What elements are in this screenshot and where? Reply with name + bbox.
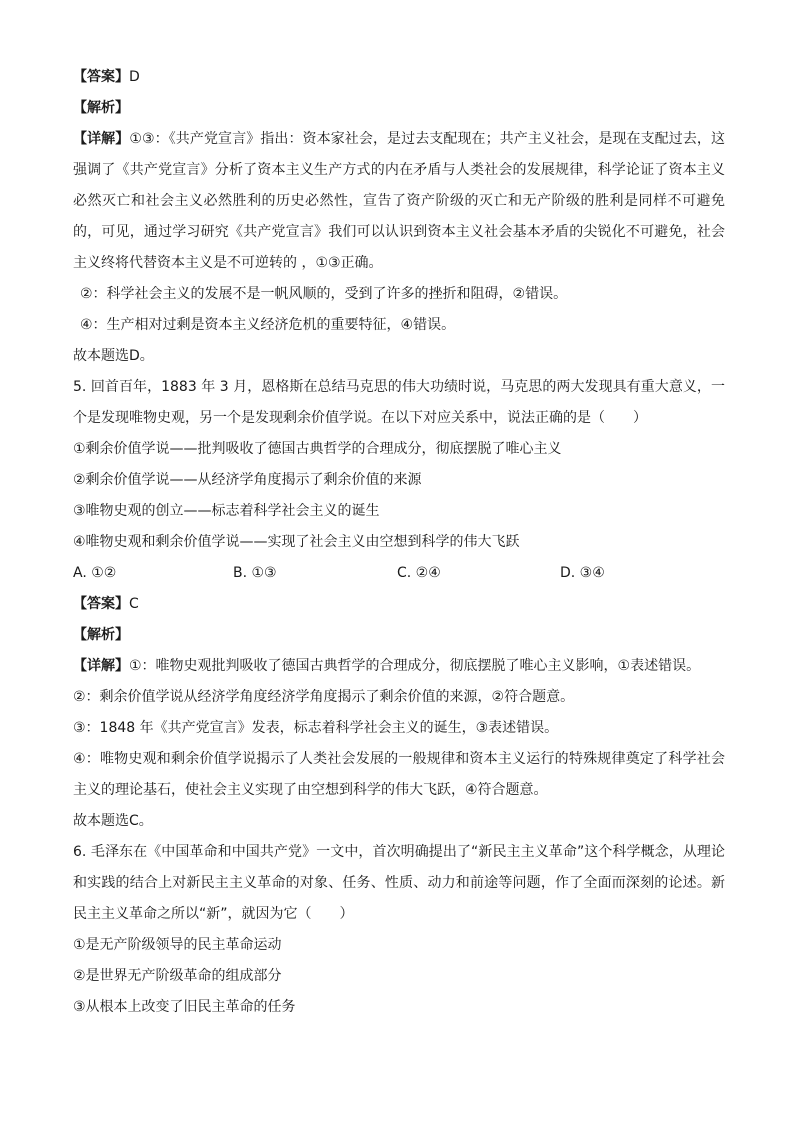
q4-answer	[73, 62, 725, 93]
answer-label: 【答案】	[73, 69, 129, 85]
q5-option-b: B. ①③	[233, 565, 277, 581]
answer-label: 【答案】	[73, 596, 129, 612]
q5-detail	[73, 651, 725, 682]
q6-item-1: ①是无产阶级领导的民主革命运动	[73, 937, 282, 953]
q5-option-c: C. ②④	[397, 565, 441, 581]
q5-options	[73, 558, 725, 589]
q4-conclusion: 故本题选D。	[73, 348, 154, 364]
q4-point-4: ④：生产相对过剩是资本主义经济危机的重要特征，④错误。	[80, 317, 456, 333]
q5-item-1: ①剩余价值学说——批判吸收了德国古典哲学的合理成分，彻底摆脱了唯心主义	[73, 441, 562, 457]
q4-detail	[73, 124, 725, 279]
detail-label: 【详解】	[73, 658, 129, 674]
answer-value: D	[129, 69, 140, 85]
q5-stem: 5. 回首百年，1883 年 3 月，恩格斯在总结马克思的伟大功绩时说，马克思的两大发现具有重大意义，一个是发现唯物史观，另一个是发现剩余价值学说。在以下对应关系中，说法正确的是（ ）	[73, 379, 725, 426]
q4-analysis-heading	[73, 93, 725, 124]
q5-point-3: ③：1848 年《共产党宣言》发表，标志着科学社会主义的诞生，③表述错误。	[73, 720, 559, 736]
q6-item-3: ③从根本上改变了旧民主革命的任务	[73, 999, 296, 1015]
q5-item-4: ④唯物史观和剩余价值学说——实现了社会主义由空想到科学的伟大飞跃	[73, 534, 520, 550]
q5-conclusion: 故本题选C。	[73, 813, 153, 829]
answer-value: C	[129, 596, 139, 612]
q5-answer	[73, 589, 725, 620]
analysis-label: 【解析】	[73, 100, 129, 116]
q5-option-d: D. ③④	[560, 565, 605, 581]
q5-analysis-heading	[73, 620, 725, 651]
q5-option-a: A. ①②	[73, 565, 117, 581]
analysis-label: 【解析】	[73, 627, 129, 643]
document-page	[73, 62, 725, 1023]
q4-point-2: ②：科学社会主义的发展不是一帆风顺的，受到了许多的挫折和阻碍，②错误。	[80, 286, 568, 302]
detail-text: ①③：《共产党宣言》指出：资本家社会，是过去支配现在；共产主义社会，是现在支配过去，这强调了《共产党宣言》分析了资本主义生产方式的内在矛盾与人类社会的发展规律，科学论证了资本主义必然灭亡和社会主义必然胜利的历史必然性，宣告了资产阶级的灭亡和无产阶级的胜利是同样不可避免的，可见，通过学习研究《共产党宣言》我们可以认识到资本主义社会基本矛盾的尖锐化不可避免，社会主义终将代替资本主义是不可逆转的 ，①③正确。	[73, 131, 725, 271]
detail-label: 【详解】	[73, 131, 130, 147]
q5-point-2: ②：剩余价值学说从经济学角度经济学角度揭示了剩余价值的来源，②符合题意。	[73, 689, 575, 705]
q6-stem: 6. 毛泽东在《中国革命和中国共产党》一文中，首次明确提出了“新民主主义革命”这个科学概念，从理论和实践的结合上对新民主主义革命的对象、任务、性质、动力和前途等问题，作了全面而深刻的论述。新民主主义革命之所以“新”，就因为它（ ）	[73, 844, 725, 922]
q6-item-2: ②是世界无产阶级革命的组成部分	[73, 968, 282, 984]
q5-point-4: ④：唯物史观和剩余价值学说揭示了人类社会发展的一般规律和资本主义运行的特殊规律奠定了科学社会主义的理论基石，使社会主义实现了由空想到科学的伟大飞跃，④符合题意。	[73, 751, 725, 798]
detail-text: ①：唯物史观批判吸收了德国古典哲学的合理成分，彻底摆脱了唯心主义影响，①表述错误。	[129, 658, 701, 674]
q5-item-2: ②剩余价值学说——从经济学角度揭示了剩余价值的来源	[73, 472, 422, 488]
q5-item-3: ③唯物史观的创立——标志着科学社会主义的诞生	[73, 503, 380, 519]
